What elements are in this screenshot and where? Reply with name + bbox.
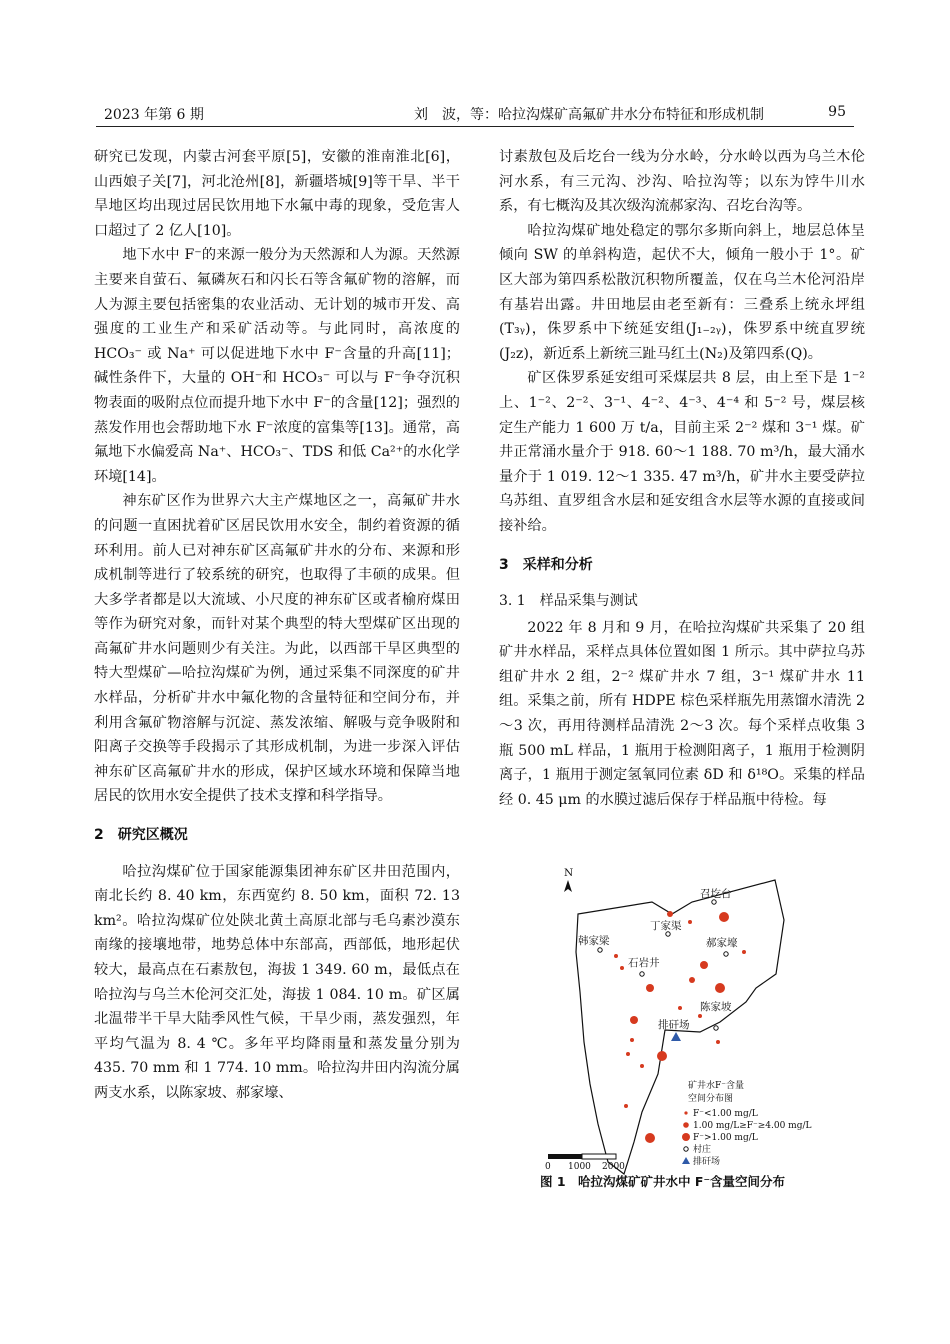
village-label: 郝家壕 <box>706 937 738 949</box>
sample-point-low <box>640 1064 644 1068</box>
section-heading: 3 采样和分析 <box>499 556 593 573</box>
sample-point-high <box>715 983 725 993</box>
paragraph: 矿区侏罗系延安组可采煤层共 8 层，由上至下是 1⁻²上、1⁻²、2⁻²、3⁻¹、4⁻²、4⁻³、4⁻⁴ 和 5⁻² 号，煤层核定生产能力 1 600 万 t/a，目前主采 2⁻² 煤和 3⁻¹ 煤。矿井正常涌水量介于 918. 60～1 188. 70 m³/h，最大涌水量介于 1 019. 12～1 335. 47 m³/h，矿井水主要受萨拉乌苏组、直罗组含水层和延安组含水层等水源的直接或间接补给。 <box>499 370 865 534</box>
map-svg <box>530 862 840 1182</box>
village-marker <box>598 948 602 952</box>
legend-item: 村庄 <box>693 1145 712 1155</box>
legend-subtitle: 空间分布图 <box>688 1094 734 1104</box>
sample-point-mid <box>700 961 708 969</box>
sample-point-low <box>626 1052 630 1056</box>
running-header <box>96 102 854 127</box>
scale-bar-black <box>548 1154 582 1159</box>
sample-point-high <box>719 912 729 922</box>
sample-point-mid <box>689 977 695 983</box>
running-title: 刘 波，等：哈拉沟煤矿高氟矿井水分布特征和形成机制 <box>414 107 764 123</box>
sample-point-mid <box>630 1016 638 1024</box>
sample-point-low <box>678 1006 682 1010</box>
sample-point-low <box>698 1014 702 1018</box>
sample-point-low <box>742 950 746 954</box>
sample-point-low <box>624 1104 628 1108</box>
sample-point-high <box>657 1051 667 1061</box>
paragraph: 地下水中 F⁻的来源一般分为天然源和人为源。天然源主要来自萤石、氟磷灰石和闪长石等含氟矿物的溶解，而人为源主要包括密集的农业活动、无计划的城市开发、高强度的工业生产和采矿活动等。与此同时，高浓度的 HCO₃⁻ 或 Na⁺ 可以促进地下水中 F⁻含量的升高[11]；碱性条件下，大量的 OH⁻和 HCO₃⁻ 可以与 F⁻争夺沉积物表面的吸附点位而提升地下水中 F⁻的含量[12]；强烈的蒸发作用也会帮助地下水 F⁻浓度的富集等[13]。通常，高氟地下水偏爱高 Na⁺、HCO₃⁻、TDS 和低 Ca²⁺的水化学环境[14]。 <box>94 247 460 485</box>
sample-point-low <box>614 954 618 958</box>
journal-issue: 2023 年第 6 期 <box>104 107 204 123</box>
legend-item: 排矸场 <box>693 1157 721 1167</box>
sample-point-low <box>716 1040 720 1044</box>
scale-bar-white <box>582 1154 616 1159</box>
sample-point-mid <box>667 911 673 917</box>
legend-high-marker <box>682 1133 690 1141</box>
village-label: 韩家梁 <box>578 935 610 947</box>
village-marker <box>712 900 716 904</box>
section-heading: 2 研究区概况 <box>94 827 188 844</box>
sample-point-low <box>688 920 692 924</box>
sample-point-low <box>620 966 624 970</box>
figure-1-map <box>530 862 840 1192</box>
village-marker <box>666 932 670 936</box>
paragraph: 讨素敖包及后圪台一线为分水岭，分水岭以西为乌兰木伦河水系，有三元沟、沙沟、哈拉沟等；以东为饽牛川水系，有七概沟及其次级沟流郝家沟、召圪台沟等。 <box>499 149 865 215</box>
legend-item: F⁻>1.00 mg/L <box>693 1133 758 1143</box>
paragraph: 研究已发现，内蒙古河套平原[5]，安徽的淮南淮北[6]，山西娘子关[7]，河北沧州[8]，新疆塔城[9]等干旱、半干旱地区均出现过居民饮用地下水氟中毒的现象，受危害人口超过了 2 亿人[10]。 <box>94 149 460 239</box>
scale-label: 2000 <box>602 1162 625 1172</box>
village-label: 排矸场 <box>658 1019 690 1031</box>
village-marker <box>714 1026 718 1030</box>
legend-village-marker <box>684 1147 688 1151</box>
paragraph: 哈拉沟煤矿位于国家能源集团神东矿区井田范围内，南北长约 8. 40 km，东西宽约 8. 50 km，面积 72. 13 km²。哈拉沟煤矿位处陕北黄土高原北部与毛乌素沙漠东南缘的接壤地带，地势总体中东部高，西部低，地形起伏较大，最高点在石素敖包，海拔 1 349. 60 m，最低点在哈拉沟与乌兰木伦河交汇处，海拔 1 084. 10 m。矿区属北温带半干旱大陆季风性气候，干旱少雨，蒸发强烈，年平均气温为 8. 4 ℃。多年平均降雨量和蒸发量分别为 435. 70 mm 和 1 774. 10 mm。哈拉沟井田内沟流分属两支水系，以陈家坡、郝家壕、 <box>94 863 460 1101</box>
left-column <box>94 145 460 1106</box>
sample-point-low <box>630 1038 634 1042</box>
legend-low-marker <box>684 1111 687 1114</box>
scale-label: 1000 <box>568 1162 591 1172</box>
paragraph: 哈拉沟煤矿地处稳定的鄂尔多斯向斜上，地层总体呈倾向 SW 的单斜构造，起伏不大，倾角一般小于 1°。矿区大部为第四系松散沉积物所覆盖，仅在乌兰木伦河沿岸有基岩出露。井田地层由老至新有：三叠系上统永坪组(T₃ᵧ)，侏罗系中下统延安组(J₁₋₂ᵧ)，侏罗系中统直罗统(J₂z)，新近系上新统三趾马红土(N₂)及第四系(Q)。 <box>499 222 865 362</box>
waste-dump-marker <box>671 1032 681 1041</box>
north-arrow-icon <box>564 880 572 892</box>
village-marker <box>640 972 644 976</box>
page-number: 95 <box>828 104 846 120</box>
paragraph: 2022 年 8 月和 9 月，在哈拉沟煤矿共采集了 20 组矿井水样品，采样点具体位置如图 1 所示。其中萨拉乌苏组矿井水 2 组，2⁻² 煤矿井水 7 组，3⁻¹ 煤矿井水 11 组。采集之前，所有 HDPE 棕色采样瓶先用蒸馏水清洗 2～3 次，再用待测样品清洗 2～3 次。每个采样点收集 3 瓶 500 mL 样品，1 瓶用于检测阳离子，1 瓶用于检测阴离子，1 瓶用于测定氢氧同位素 δD 和 δ¹⁸O。采集的样品经 0. 45 μm 的水膜过滤后保存于样品瓶中待检。每 <box>499 619 865 808</box>
legend-mid-marker <box>683 1122 689 1128</box>
legend-title: 矿井水F⁻含量 <box>688 1081 744 1091</box>
village-label: 丁家渠 <box>650 920 682 932</box>
legend-item: F⁻<1.00 mg/L <box>693 1109 758 1119</box>
paragraph: 神东矿区作为世界六大主产煤地区之一，高氟矿井水的问题一直困扰着矿区居民饮用水安全，制约着资源的循环利用。前人已对神东矿区高氟矿井水的分布、来源和形成机制等进行了较系统的研究，也取得了丰硕的成果。但大多学者都是以大流域、小尺度的神东矿区或者榆府煤田等作为研究对象，而针对某个典型的特大型煤矿区出现的高氟矿井水问题则少有关注。为此，以西部干旱区典型的特大型煤矿—哈拉沟煤矿为例，通过采集不同深度的矿井水样品，分析矿井水中氟化物的含量特征和空间分布，并利用含氟矿物溶解与沉淀、蒸发浓缩、解吸与竞争吸附和阳离子交换等手段揭示了其形成机制，为进一步深入评估神东矿区高氟矿井水的形成，保护区域水环境和保障当地居民的饮用水安全提供了技术支撑和科学指导。 <box>94 493 460 805</box>
sample-point-mid <box>646 984 654 992</box>
north-label: N <box>564 867 574 879</box>
figure-caption: 图 1 哈拉沟煤矿矿井水中 F⁻含量空间分布 <box>540 1174 786 1189</box>
village-label: 召圪台 <box>700 888 732 900</box>
subsection-heading: 3. 1 样品采集与测试 <box>499 593 638 610</box>
village-label: 陈家坡 <box>700 1001 732 1013</box>
legend-waste-dump-marker <box>682 1157 690 1164</box>
sample-point-high <box>645 1133 655 1143</box>
legend-item: 1.00 mg/L≥F⁻≥4.00 mg/L <box>693 1121 812 1131</box>
right-column <box>499 145 865 812</box>
village-marker <box>724 952 728 956</box>
village-label: 石岩井 <box>628 957 660 969</box>
scale-label: 0 <box>545 1162 551 1172</box>
